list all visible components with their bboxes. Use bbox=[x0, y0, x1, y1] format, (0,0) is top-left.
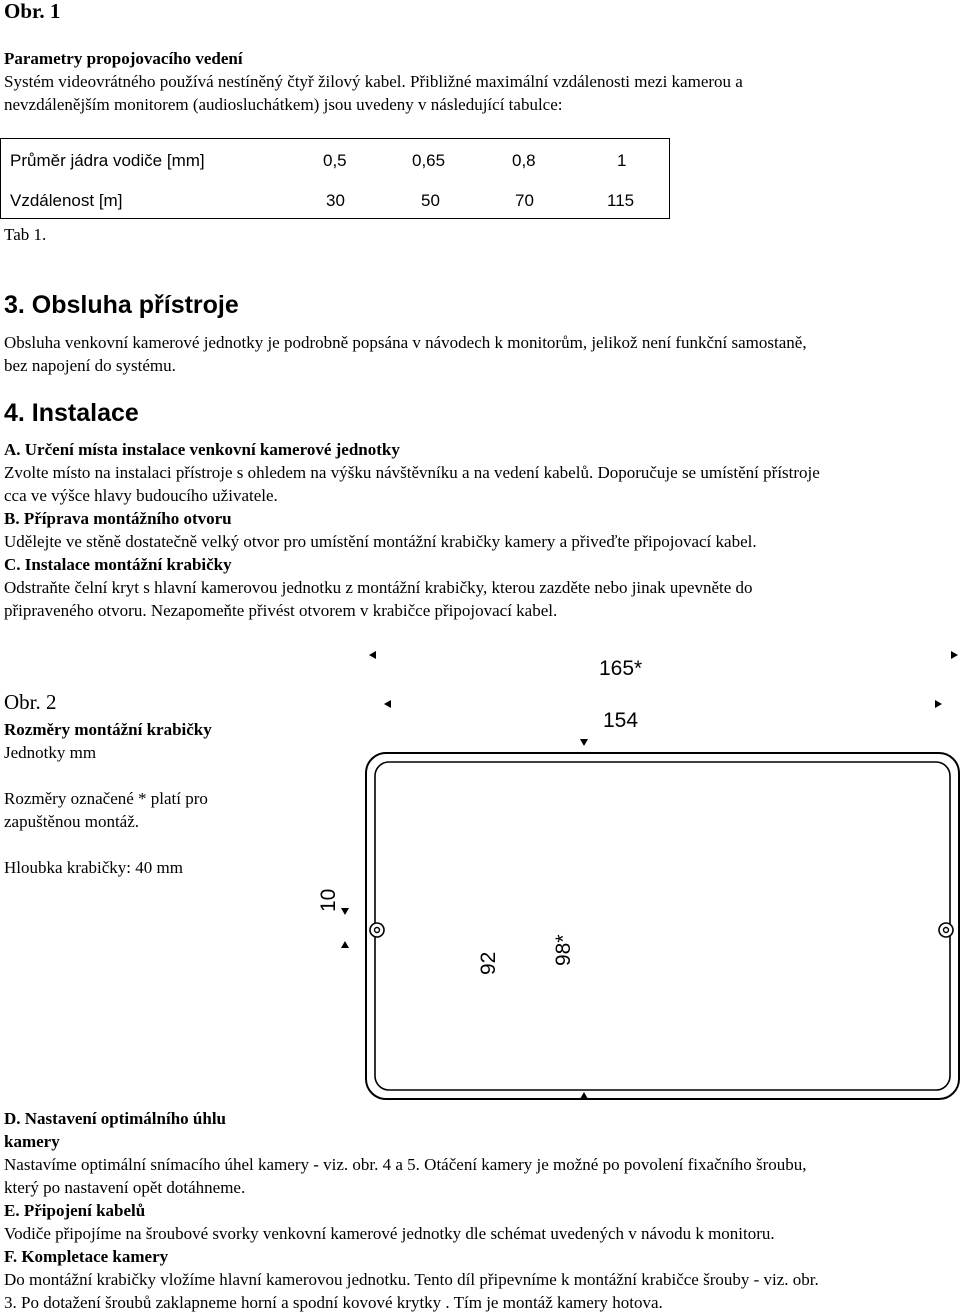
dimension-inner-width: 154 bbox=[603, 709, 639, 732]
dimension-hole-offset: 10 bbox=[317, 888, 340, 912]
section-4c-text-line2: připraveného otvoru. Nezapomeňte přivést otvorem v krabičce připojovací kabel. bbox=[4, 601, 558, 620]
box-outline-outer bbox=[366, 753, 959, 1099]
figure-2-depth: Hloubka krabičky: 40 mm bbox=[4, 858, 183, 877]
table-cell: 1 bbox=[617, 151, 627, 170]
figure-2-label: Obr. 2 bbox=[4, 690, 57, 714]
arrow-up-icon bbox=[341, 941, 349, 948]
dimension-outer-height: 98* bbox=[552, 934, 575, 966]
table-cell: 115 bbox=[607, 191, 635, 210]
arrow-right-icon bbox=[935, 700, 942, 708]
cable-params-title: Parametry propojovacího vedení bbox=[4, 49, 243, 68]
table-caption: Tab 1. bbox=[4, 225, 47, 244]
table-cell: 0,5 bbox=[323, 151, 347, 170]
section-d-text-line1: Nastavíme optimální snímacího úhel kamery - viz. obr. 4 a 5. Otáčení kamery je možné po povolení fixačního šroubu, bbox=[4, 1155, 807, 1174]
screw-hole-left-icon bbox=[370, 923, 384, 937]
table-cell: 70 bbox=[515, 191, 534, 210]
figure-2-units: Jednotky mm bbox=[4, 743, 97, 762]
section-e-title: E. Připojení kabelů bbox=[4, 1201, 146, 1220]
arrow-right-icon bbox=[951, 651, 958, 659]
section-4a-title: A. Určení místa instalace venkovní kamerové jednotky bbox=[4, 440, 400, 459]
box-outline-inner bbox=[375, 762, 950, 1090]
section-e-text-line1: Vodiče připojíme na šroubové svorky venkovní kamerové jednotky dle schémat uvedených v návodu k monitoru. bbox=[4, 1224, 775, 1243]
section-3-text-line1: Obsluha venkovní kamerové jednotky je podrobně popsána v návodech k monitorům, jelikož není funkční samostaně, bbox=[4, 333, 807, 352]
section-f-text-line2: 3. Po dotažení šroubů zaklapneme horní a spodní kovové krytky . Tím je montáž kamery hotova. bbox=[4, 1293, 663, 1312]
arrow-down-icon bbox=[341, 908, 349, 915]
section-d-title-line2: kamery bbox=[4, 1132, 60, 1151]
section-4c-title: C. Instalace montážní krabičky bbox=[4, 555, 232, 574]
table-cell: 30 bbox=[326, 191, 345, 210]
section-3-text-line2: bez napojení do systému. bbox=[4, 356, 176, 375]
section-4-heading: 4. Instalace bbox=[4, 399, 139, 427]
section-4b-text-line1: Udělejte ve stěně dostatečně velký otvor pro umístění montážní krabičky kamery a přiveďte připojovací kabel. bbox=[4, 532, 757, 551]
section-f-title: F. Kompletace kamery bbox=[4, 1247, 169, 1266]
figure-1-label: Obr. 1 bbox=[4, 0, 61, 23]
table-row-label-distance: Vzdálenost [m] bbox=[10, 191, 123, 210]
section-d-text-line2: který po nastavení opět dotáhneme. bbox=[4, 1178, 246, 1197]
table-row-label-diameter: Průměr jádra vodiče [mm] bbox=[10, 151, 205, 170]
table-cell: 0,8 bbox=[512, 151, 536, 170]
figure-2-note-line1: Rozměry označené * platí pro bbox=[4, 789, 208, 808]
figure-2-title: Rozměry montážní krabičky bbox=[4, 720, 212, 739]
section-4c-text-line1: Odstraňte čelní kryt s hlavní kamerovou jednotku z montážní krabičky, kterou zazděte nebo jinak upevněte do bbox=[4, 578, 753, 597]
figure-2-note-line2: zapuštěnou montáž. bbox=[4, 812, 140, 831]
table-cell: 50 bbox=[421, 191, 440, 210]
section-4a-text-line2: cca ve výšce hlavy budoucího uživatele. bbox=[4, 486, 278, 505]
arrow-up-icon bbox=[580, 1092, 588, 1099]
screw-hole-right-icon bbox=[939, 923, 953, 937]
section-4a-text-line1: Zvolte místo na instalaci přístroje s ohledem na výšku návštěvníku a na vedení kabelů. Doporučuje se umístění přístroje bbox=[4, 463, 820, 482]
dimension-inner-height: 92 bbox=[477, 951, 500, 975]
arrow-down-icon bbox=[580, 739, 588, 746]
arrow-left-icon bbox=[369, 651, 376, 659]
cable-params-text-line1: Systém videovrátného používá nestíněný čtyř žilový kabel. Přibližné maximální vzdálenosti mezi kamerou a bbox=[4, 72, 743, 91]
section-f-text-line1: Do montážní krabičky vložíme hlavní kamerovou jednotku. Tento díl připevníme k montážní krabičce šrouby - viz. obr. bbox=[4, 1270, 819, 1289]
table-cell: 0,65 bbox=[412, 151, 446, 170]
cable-params-text-line2: nevzdálenějším monitorem (audiosluchátkem) jsou uvedeny v následující tabulce: bbox=[4, 95, 563, 114]
section-4b-title: B. Příprava montážního otvoru bbox=[4, 509, 232, 528]
arrow-left-icon bbox=[384, 700, 391, 708]
dimension-outer-width: 165* bbox=[599, 657, 643, 680]
section-d-title-line1: D. Nastavení optimálního úhlu bbox=[4, 1109, 226, 1128]
section-3-heading: 3. Obsluha přístroje bbox=[4, 291, 239, 319]
